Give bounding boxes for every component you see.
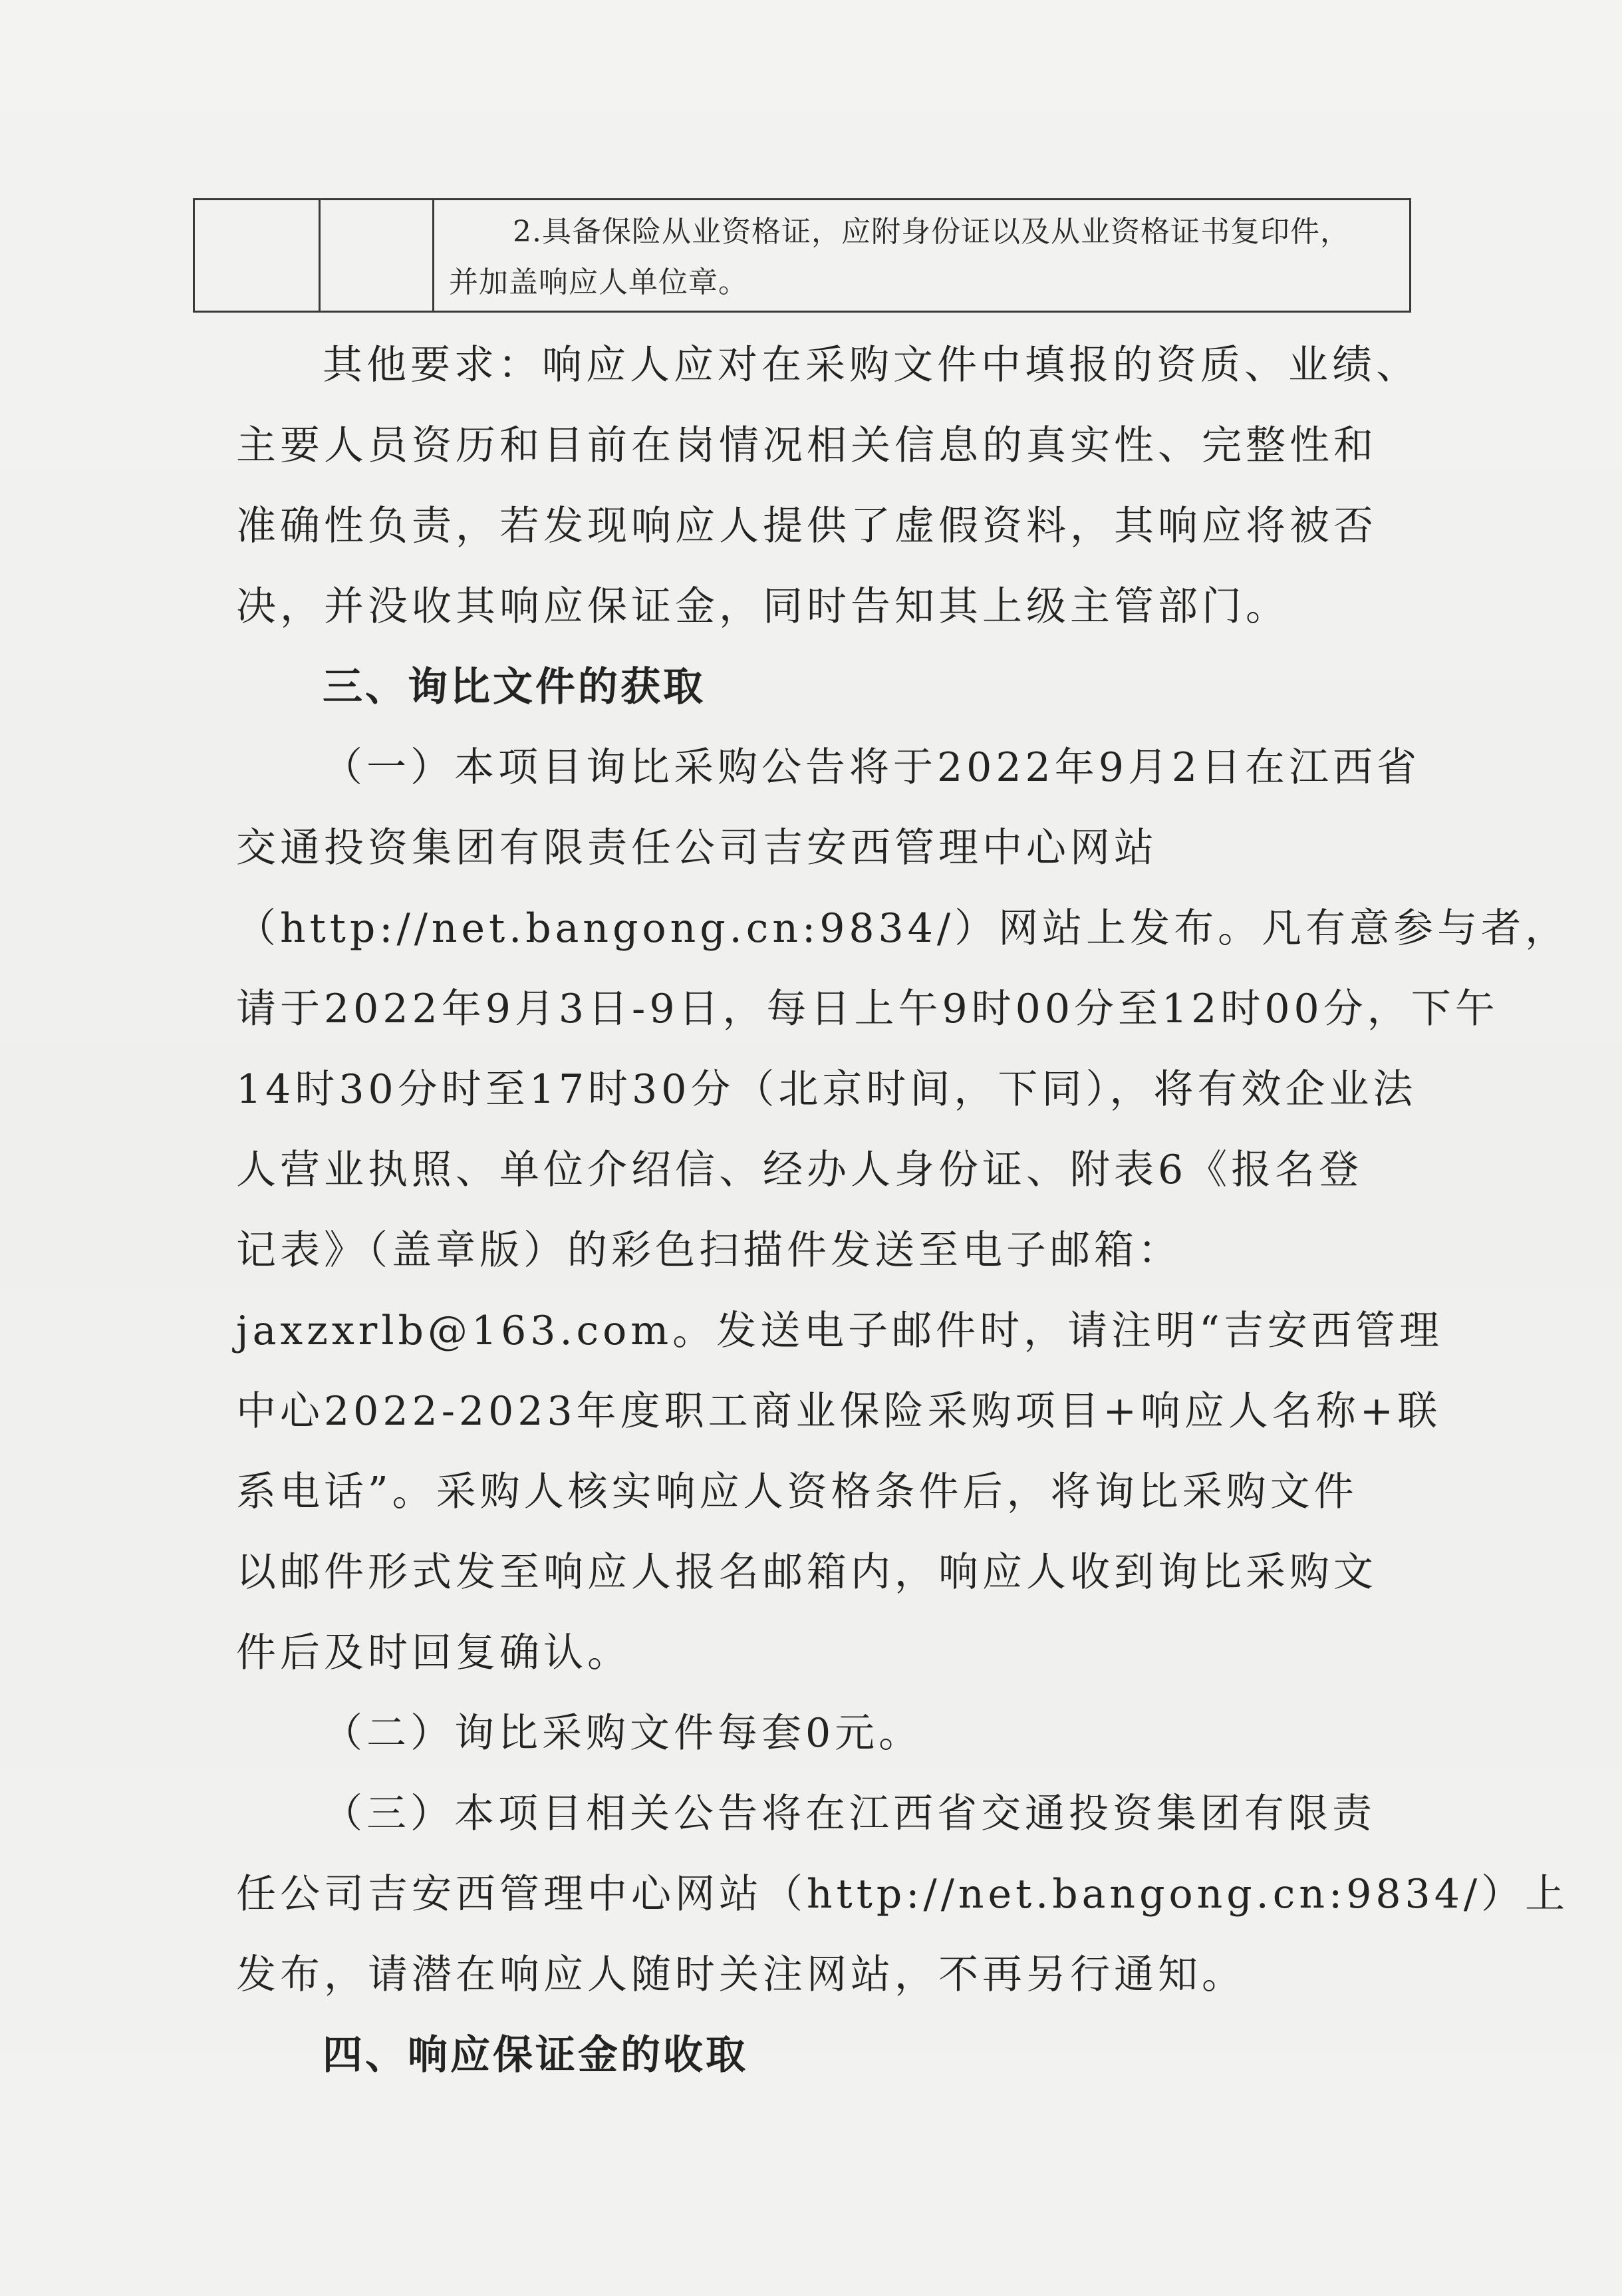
section-3-item-1-line: 以邮件形式发至响应人报名邮箱内，响应人收到询比采购文 [236, 1549, 1377, 1596]
section-3-item-1-line: 中心2022-2023年度职工商业保险采购项目+响应人名称+联 [236, 1388, 1442, 1435]
table-row [194, 200, 1411, 312]
section-3-item-1-line: 请于2022年9月3日-9日，每日上午9时00分至12时00分，下午 [236, 986, 1499, 1032]
section-3-item-1-line: jaxzxrlb@163.com。发送电子邮件时，请注明“吉安西管理 [236, 1308, 1443, 1354]
section-3-item-3-line: （三）本项目相关公告将在江西省交通投资集团有限责 [323, 1791, 1376, 1837]
section-3-item-1-line: （http://net.bangong.cn:9834/）网站上发布。凡有意参与者， [236, 905, 1569, 952]
other-requirements-line: 决，并没收其响应保证金，同时告知其上级主管部门。 [236, 583, 1289, 630]
other-requirements-line: 其他要求：响应人应对在采购文件中填报的资质、业绩、 [323, 342, 1420, 388]
requirement-line-1: 2.具备保险从业资格证，应附身份证以及从业资格证书复印件， [513, 215, 1350, 249]
section-3-heading: 三、询比文件的获取 [323, 664, 706, 710]
section-3-item-1-line: 交通投资集团有限责任公司吉安西管理中心网站 [236, 825, 1158, 871]
section-4-heading: 四、响应保证金的收取 [323, 2032, 748, 2079]
section-3-item-3-line: 发布，请潜在响应人随时关注网站，不再另行通知。 [236, 1951, 1246, 1998]
table-cell-requirement [434, 200, 1411, 312]
requirements-table [193, 198, 1411, 313]
section-3-item-1-line: 记表》（盖章版）的彩色扫描件发送至电子邮箱： [236, 1227, 1182, 1274]
section-3-item-1-line: 系电话”。采购人核实响应人资格条件后，将询比采购文件 [236, 1469, 1358, 1515]
other-requirements-line: 主要人员资历和目前在岗情况相关信息的真实性、完整性和 [236, 422, 1377, 469]
section-3-item-1-line: （一）本项目询比采购公告将于2022年9月2日在江西省 [323, 744, 1421, 791]
requirement-line-2: 并加盖响应人单位章。 [449, 265, 748, 299]
other-requirements-line: 准确性负责，若发现响应人提供了虚假资料，其响应将被否 [236, 503, 1377, 549]
section-3-item-3-line: 任公司吉安西管理中心网站（http://net.bangong.cn:9834/）上 [236, 1871, 1569, 1918]
table-cell-empty-1 [194, 200, 320, 312]
document-body [236, 325, 1569, 2096]
table-cell-empty-2 [320, 200, 434, 312]
section-3-item-1-line: 14时30分时至17时30分（北京时间，下同），将有效企业法 [236, 1066, 1417, 1113]
section-3-item-1-line: 件后及时回复确认。 [236, 1630, 631, 1676]
section-3-item-1-line: 人营业执照、单位介绍信、经办人身份证、附表6《报名登 [236, 1147, 1363, 1193]
section-3-item-2: （二）询比采购文件每套0元。 [323, 1710, 923, 1757]
